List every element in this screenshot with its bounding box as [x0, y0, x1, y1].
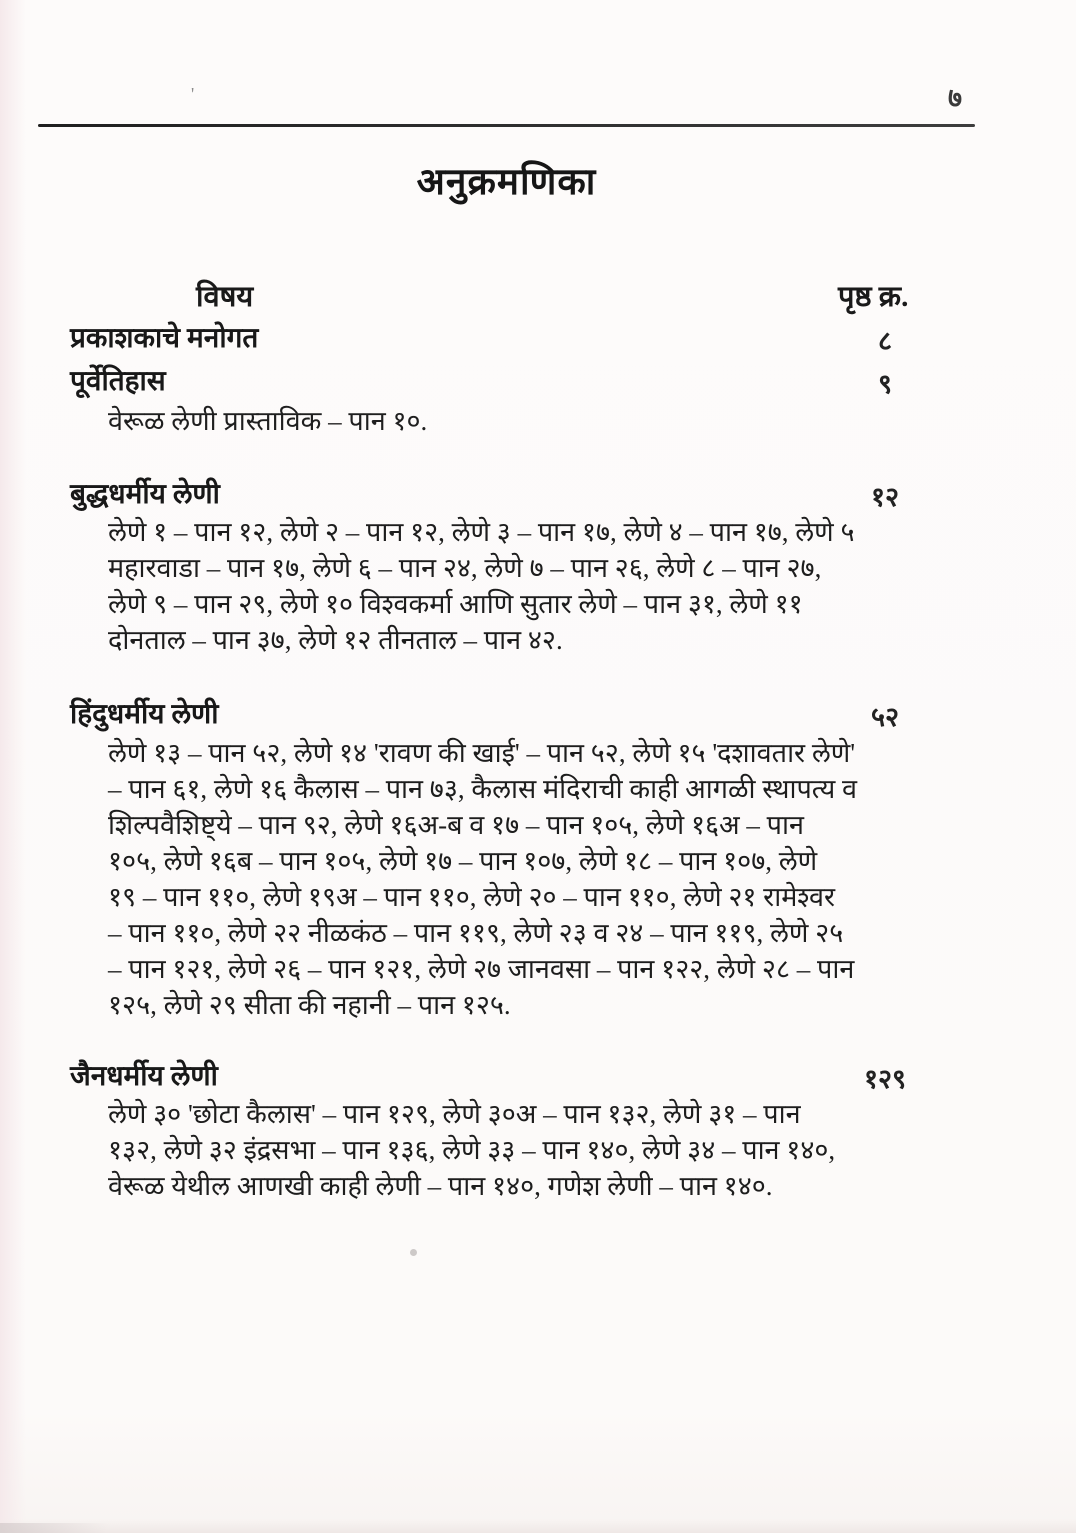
toc-body-line: महारवाडा – पान १७, लेणे ६ – पान २४, लेणे ७ – पान २६, लेणे ८ – पान २७,: [108, 553, 822, 583]
toc-body-line: – पान १२१, लेणे २६ – पान १२१, लेणे २७ जानवसा – पान १२२, लेणे २८ – पान: [108, 954, 855, 984]
toc-body-line: १०५, लेणे १६ब – पान १०५, लेणे १७ – पान १०७, लेणे १८ – पान १०७, लेणे: [108, 846, 818, 876]
toc-section-body: [108, 735, 1023, 1023]
toc-section-label: हिंदुधर्मीय लेणी: [70, 699, 219, 730]
toc-body-line: दोनताल – पान ३७, लेणे १२ तीनताल – पान ४२.: [108, 625, 563, 655]
stray-ink-mark: ': [191, 84, 195, 104]
toc-section-label: बुद्धधर्मीय लेणी: [70, 479, 220, 510]
toc-body-line: १३२, लेणे ३२ इंद्रसभा – पान १३६, लेणे ३३ – पान १४०, लेणे ३४ – पान १४०,: [108, 1135, 836, 1165]
toc-entry-page: ९: [877, 369, 893, 399]
toc-body-line: लेणे ९ – पान २९, लेणे १० विश्वकर्मा आणि सुतार लेणे – पान ३१, लेणे ११: [108, 589, 803, 619]
toc-body-line: १२५, लेणे २९ सीता की नहानी – पान १२५.: [108, 990, 511, 1020]
toc-entry-note: वेरूळ लेणी प्रास्ताविक – पान १०.: [108, 406, 428, 436]
folio-page-number: ७: [948, 83, 963, 113]
toc-body-line: लेणे १ – पान १२, लेणे २ – पान १२, लेणे ३ – पान १७, लेणे ४ – पान १७, लेणे ५: [108, 517, 855, 547]
scan-smudge: [0, 1523, 120, 1533]
toc-body-line: लेणे ३० 'छोटा कैलास' – पान १२९, लेणे ३०अ – पान १३२, लेणे ३१ – पान: [108, 1099, 801, 1129]
page-title: अनुक्रमणिका: [416, 162, 597, 203]
toc-section-page: १२: [870, 482, 900, 512]
header-rule: [38, 124, 975, 127]
column-header-page: पृष्ठ क्र.: [838, 281, 909, 313]
scan-speck: [410, 1249, 417, 1256]
column-header-subject: विषय: [196, 281, 254, 313]
toc-section-page: १२९: [863, 1064, 907, 1094]
toc-entry-label: पूर्वेतिहास: [70, 366, 166, 397]
toc-entry-page: ८: [877, 326, 893, 356]
toc-body-line: लेणे १३ – पान ५२, लेणे १४ 'रावण की खाई' – पान ५२, लेणे १५ 'दशावतार लेणे': [108, 738, 856, 768]
page-edge-tint: [0, 0, 26, 1533]
toc-body-line: – पान ११०, लेणे २२ नीळकंठ – पान ११९, लेणे २३ व २४ – पान ११९, लेणे २५: [108, 918, 844, 948]
page-bottom-tint: [0, 1519, 1076, 1533]
toc-body-line: १९ – पान ११०, लेणे १९अ – पान ११०, लेणे २० – पान ११०, लेणे २१ रामेश्वर: [108, 882, 836, 912]
toc-entry-label: प्रकाशकाचे मनोगत: [70, 323, 259, 354]
toc-section-page: ५२: [870, 702, 900, 732]
toc-body-line: वेरूळ येथील आणखी काही लेणी – पान १४०, गणेश लेणी – पान १४०.: [108, 1171, 773, 1201]
toc-section-label: जैनधर्मीय लेणी: [70, 1061, 218, 1092]
toc-body-line: – पान ६१, लेणे १६ कैलास – पान ७३, कैलास मंदिराची काही आगळी स्थापत्य व: [108, 774, 858, 804]
toc-section-body: [108, 1096, 1023, 1204]
toc-body-line: शिल्पवैशिष्ट्ये – पान ९२, लेणे १६अ-ब व १७ – पान १०५, लेणे १६अ – पान: [108, 810, 804, 840]
toc-section-body: [108, 514, 1023, 658]
